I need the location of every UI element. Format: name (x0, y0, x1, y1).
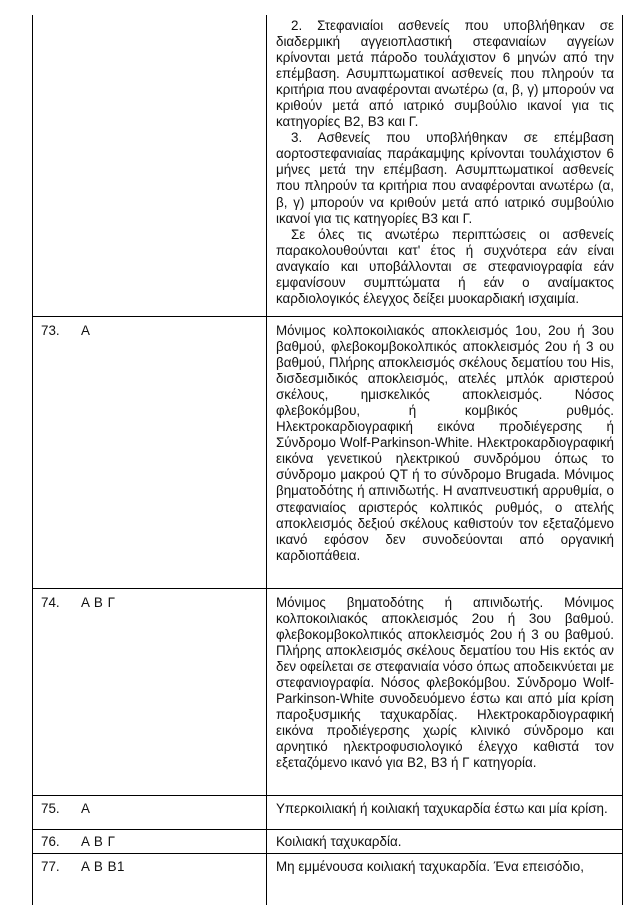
row-number: 77. (41, 859, 60, 874)
description-paragraph: 2. Στεφανιαίοι ασθενείς που υποβλήθηκαν σε διαδερμική αγγειοπλαστική στεφανιαίων αγγείων κρίνονται μετά πάροδο τουλάχιστον 6 μηνών από την επέμβαση. Ασυμπτωματικοί ασθενείς που πληρούν τα κριτήρια που αναφέρονται ανωτέρω (α, β, γ) μπορούν να κριθούν μετά από ιατρικό συμβούλιο ικανοί για τις κατηγορίες Β2, Β3 και Γ. (276, 18, 614, 130)
table-column-divider (266, 15, 267, 905)
row-divider (32, 588, 623, 589)
description-paragraph: 3. Ασθενείς που υποβλήθηκαν σε επέμβαση αορτοστεφανιαίας παράκαμψης κρίνονται τουλάχιστον 6 μήνες μετά την επέμβαση. Ασυμπτωματικοί ασθενείς που πληρούν τα κριτήρια που αναφέρονται ανωτέρω (α, β, γ) μπορούν να κριθούν μετά από ιατρικό συμβούλιο ικανοί για τις κατηγορίες Β3 και Γ. (276, 130, 614, 226)
row-number: 74. (41, 595, 60, 610)
table-row (276, 323, 614, 564)
description-paragraph: Μη εμμένουσα κοιλιακή ταχυκαρδία. Ένα επεισόδιο, (276, 859, 584, 874)
table-row (276, 801, 614, 817)
description-paragraph: Μόνιμος κολποκοιλιακός αποκλεισμός 1ου, 2ου ή 3ου βαθμού, φλεβοκομβοκολπικός αποκλεισμός 2ου ή 3 ου βαθμού, Πλήρης αποκλεισμός σκέλους δεματίου του His, δισδεσμιδικός αποκλεισμός, ατελές μπλόκ αριστερού σκέλους, ημισκελικός αποκλεισμός. Νόσος φλεβοκόμβου, ή κομβικός ρυθμός. Ηλεκτροκαρδιογραφική εικόνα προδιέγερσης ή Σύνδρομο Wolf-Parkinson-White. Ηλεκτροκαρδιογραφική εικόνα γενετικού ηλεκτρικού συνδρόμου όπως το σύνδρομο μακρού QT ή το σύνδρομο Brugada. Μόνιμος βηματοδότης ή απινιδωτής. Η αναπνευστική αρρυθμία, ο στεφανιαίος αριστερός κολπικός ρυθμός, ο ατελής αποκλεισμός δεξιού σκέλους καθιστούν τον εξεταζόμενο ικανό εφόσον δεν συνοδεύονται από οργανική καρδιοπάθεια. (276, 323, 614, 563)
table-right-border (622, 15, 623, 905)
row-categories: Α Β Γ (81, 595, 116, 610)
row-number: 73. (41, 323, 60, 338)
row-divider (32, 829, 623, 830)
row-number: 75. (41, 801, 60, 816)
table-row (276, 18, 614, 307)
description-paragraph: Κοιλιακή ταχυκαρδία. (276, 834, 402, 849)
description-paragraph: Υπερκοιλιακή ή κοιλιακή ταχυκαρδία έστω και μία κρίση. (276, 801, 608, 816)
description-paragraph: Σε όλες τις ανωτέρω περιπτώσεις οι ασθενείς παρακολουθούνται κατ' έτος ή συχνότερα εάν είναι αναγκαίο και υποβάλλονται σε στεφανιογραφία εάν εμφανίσουν συμπτώματα ή εάν ο αναίμακτος καρδιολογικός έλεγχος δείξει μυοκαρδιακή ισχαιμία. (276, 226, 614, 306)
table-left-border (32, 15, 33, 905)
row-divider (32, 316, 623, 317)
row-categories: Α (81, 801, 91, 816)
row-number: 76. (41, 834, 60, 849)
description-paragraph: Μόνιμος βηματοδότης ή απινιδωτής. Μόνιμος κολποκοιλιακός αποκλεισμός 2ου ή 3ου βαθμού. φλεβοκομβοκολπικός αποκλεισμός 2ου ή 3 ου βαθμού. Πλήρης αποκλεισμός σκέλους δεματίου του His εκτός αν δεν οφείλεται σε στεφανιαία νόσο όπως αποδεικνύεται με στεφανιογραφία. Νόσος φλεβοκόμβου. Σύνδρομο Wolf-Parkinson-White συνοδευόμενο έστω και από μία κρίση παροξυσμικής ταχυκαρδίας. Ηλεκτροκαρδιογραφική εικόνα προδιέγερσης χωρίς κλινικό σύνδρομο και αρνητικό ηλεκτροφυσιολογικό έλεγχο καθιστά τον εξεταζόμενο ικανό για Β2, Β3 ή Γ κατηγορία. (276, 595, 614, 771)
row-divider (32, 853, 623, 854)
table-row (276, 859, 614, 875)
row-divider (32, 795, 623, 796)
row-categories: Α Β Β1 (81, 859, 125, 874)
row-categories: Α Β Γ (81, 834, 116, 849)
table-row (276, 595, 614, 772)
row-categories: Α (81, 323, 91, 338)
table-row (276, 834, 614, 850)
